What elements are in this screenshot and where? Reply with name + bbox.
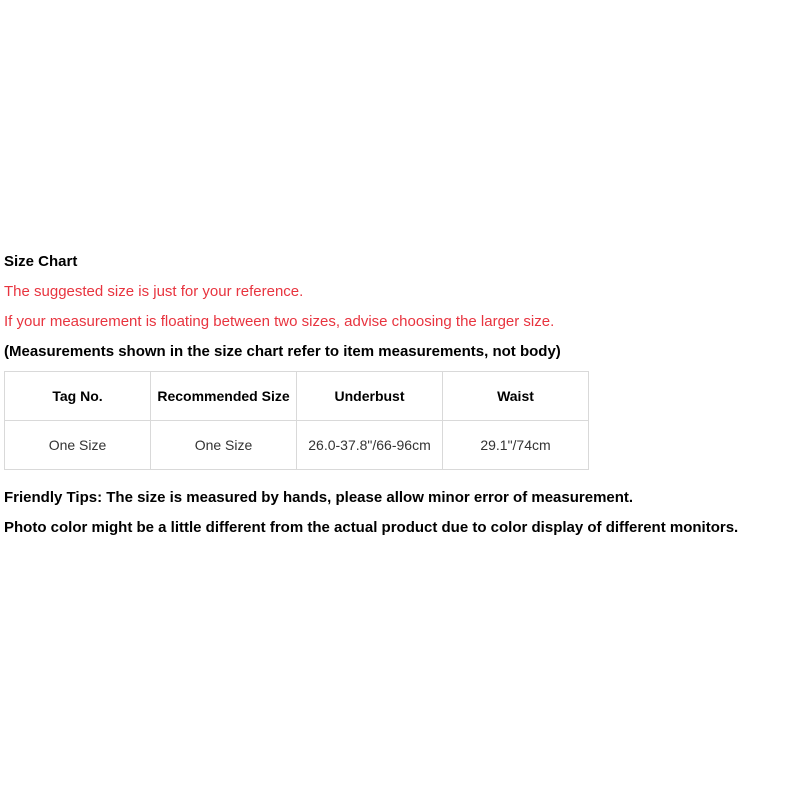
cell-underbust: 26.0-37.8"/66-96cm [297, 421, 443, 470]
larger-size-advice: If your measurement is floating between two sizes, advise choosing the larger size. [4, 313, 555, 330]
friendly-tips: Friendly Tips: The size is measured by hands, please allow minor error of measurement. [4, 489, 634, 506]
cell-tag-no: One Size [5, 421, 151, 470]
color-disclaimer: Photo color might be a little different from the actual product due to color display of different monitors. [4, 519, 739, 536]
header-recommended-size: Recommended Size [151, 372, 297, 421]
header-tag-no: Tag No. [5, 372, 151, 421]
measurement-note: (Measurements shown in the size chart refer to item measurements, not body) [4, 343, 561, 360]
header-underbust: Underbust [297, 372, 443, 421]
table-row [5, 421, 589, 470]
table-header-row [5, 372, 589, 421]
reference-note: The suggested size is just for your reference. [4, 283, 304, 300]
cell-waist: 29.1"/74cm [443, 421, 589, 470]
size-chart-heading: Size Chart [4, 253, 78, 270]
header-waist: Waist [443, 372, 589, 421]
size-table [4, 371, 589, 470]
cell-recommended-size: One Size [151, 421, 297, 470]
